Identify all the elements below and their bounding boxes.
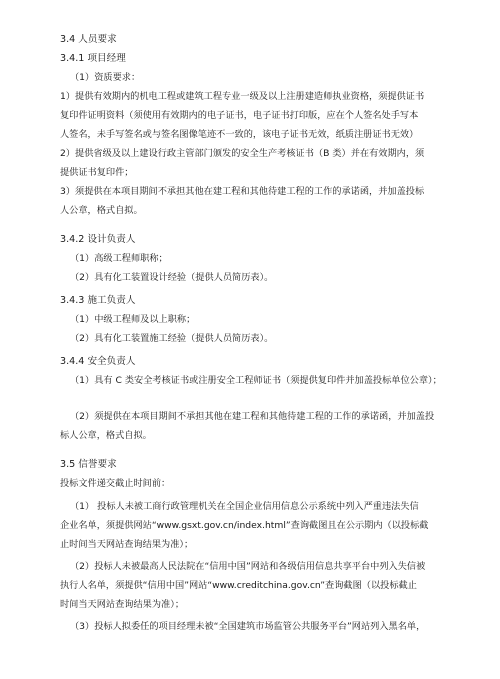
section-heading-3-5: 3.5 信誉要求 bbox=[60, 459, 117, 470]
paragraph-line: 人公章，格式自拟。 bbox=[60, 205, 143, 216]
section-heading-3-4: 3.4 人员要求 bbox=[60, 34, 117, 45]
list-item: （1）具有 C 类安全考核证书或注册安全工程师证书（须提供复印件并加盖投标单位公章）； bbox=[70, 375, 442, 386]
paragraph-line: 3）须提供在本项目期间不承担其他在建工程和其他待建工程的工作的承诺函，并加盖投标 bbox=[60, 186, 425, 197]
list-item: （2）投标人未被最高人民法院在“信用中国”网站和各级信用信息共享平台中列入失信被 bbox=[70, 561, 426, 572]
paragraph-line: 企业名单，须提供网站“www.gsxt.gov.cn/index.html”查询截图且在公示期内（以投标截 bbox=[60, 520, 429, 531]
list-item: （1） 投标人未被工商行政管理机关在全国企业信用信息公示系统中列入严重违法失信 bbox=[70, 501, 419, 512]
paragraph-line: 提供证书复印件； bbox=[60, 167, 134, 178]
list-item: （2）具有化工装置施工经验（提供人员简历表）。 bbox=[70, 333, 274, 344]
paragraph-line: 复印件证明资料（须使用有效期内的电子证书，电子证书打印版，应在个人签名处手写本 bbox=[60, 110, 419, 121]
section-heading-3-4-1: 3.4.1 项目经理 bbox=[60, 53, 126, 64]
paragraph-line: 标人公章，格式自拟。 bbox=[60, 430, 152, 441]
list-item: （2）须提供在本项目期间不承担其他在建工程和其他待建工程的工作的承诺函，并加盖投 bbox=[70, 411, 435, 422]
paragraph-line: 1）提供有效期内的机电工程或建筑工程专业一级及以上注册建造师执业资格，须提供证书 bbox=[60, 91, 425, 102]
paragraph-line: 投标文件递交截止时间前： bbox=[60, 478, 171, 489]
section-heading-3-4-4: 3.4.4 安全负责人 bbox=[60, 356, 136, 367]
list-item: （1）高级工程师职称； bbox=[70, 253, 168, 264]
paragraph-line: 止时间当天网站查询结果为准）； bbox=[60, 539, 194, 550]
paragraph-line: 执行人名单，须提供“信用中国”网站“www.creditchina.gov.cn”查询截图（以投标截止 bbox=[60, 580, 417, 591]
paragraph-line: 人签名，未手写签名或与签名图像笔迹不一致的，该电子证书无效，纸质注册证书无效） bbox=[60, 129, 419, 140]
list-item: （2）具有化工装置设计经验（提供人员简历表）。 bbox=[70, 272, 274, 283]
section-heading-3-4-3: 3.4.3 施工负责人 bbox=[60, 295, 136, 306]
paragraph-line: 2）提供省级及以上建设行政主管部门颁发的安全生产考核证书（B 类）并在有效期内，须 bbox=[60, 148, 425, 159]
list-item: （1）中级工程师及以上职称； bbox=[70, 314, 196, 325]
section-heading-3-4-2: 3.4.2 设计负责人 bbox=[60, 234, 136, 245]
list-item: （3）投标人拟委任的项目经理未被“全国建筑市场监管公共服务平台”网站列入黑名单， bbox=[70, 621, 426, 632]
paragraph-line: 时间当天网站查询结果为准）； bbox=[60, 599, 185, 610]
paragraph-qualification-title: （1）资质要求： bbox=[70, 72, 141, 83]
